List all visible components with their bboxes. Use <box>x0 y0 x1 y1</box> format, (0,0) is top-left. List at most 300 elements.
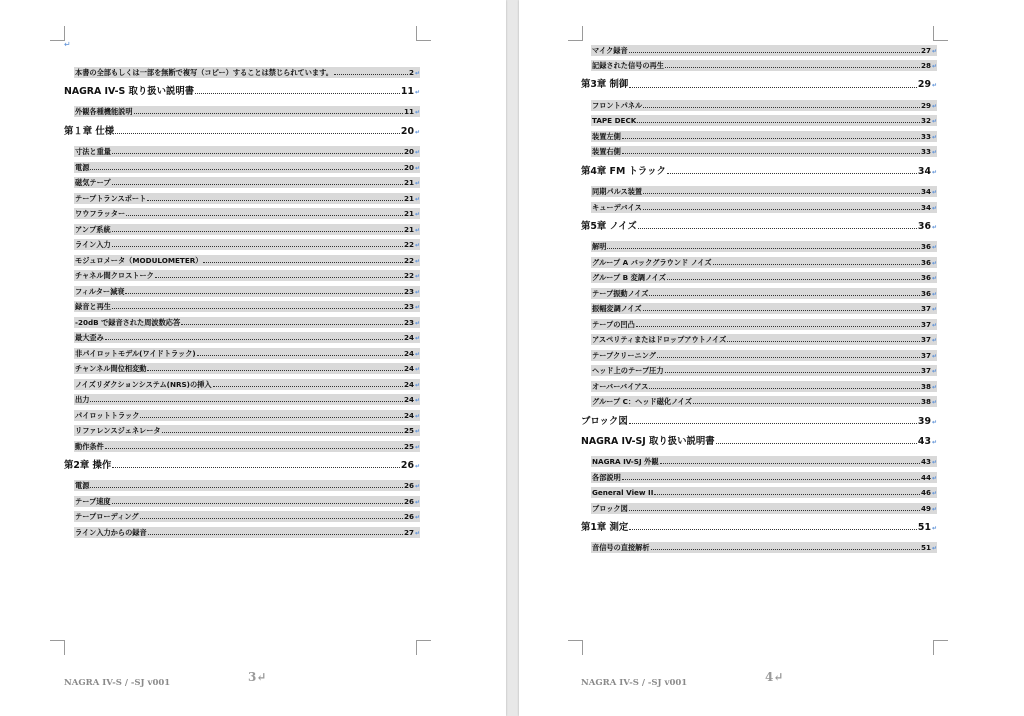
toc-entry-page-number: 24 <box>403 348 414 358</box>
crop-mark-top-right <box>416 26 431 41</box>
toc-entry-page-number: 37 <box>920 319 931 329</box>
toc-entry-page-number: 37 <box>920 335 931 345</box>
paragraph-mark: ↵ <box>931 118 937 126</box>
toc-dot-leader <box>147 370 403 371</box>
crop-mark-bottom-left <box>568 640 583 655</box>
toc-entry-page-number: 38 <box>920 397 931 407</box>
toc-entry[interactable] <box>74 239 420 250</box>
toc-entry-title: ワウフラッター <box>75 209 126 219</box>
toc-dot-leader <box>667 279 920 280</box>
toc-dot-leader <box>649 388 920 389</box>
toc-entry-title: 第4章 FM トラック <box>581 165 666 177</box>
toc-dot-leader <box>197 355 403 356</box>
toc-entry[interactable] <box>74 193 420 204</box>
toc-entry[interactable] <box>591 45 937 56</box>
toc-entry[interactable] <box>74 270 420 281</box>
toc-entry-page-number: 23 <box>403 317 414 327</box>
toc-entry[interactable] <box>74 67 420 78</box>
toc-dot-leader <box>643 310 920 311</box>
toc-entry-page-number: 36 <box>920 242 931 252</box>
toc-heading-entry[interactable] <box>581 162 937 182</box>
paragraph-mark: ↵ <box>931 438 937 446</box>
toc-dot-leader <box>112 153 403 154</box>
toc-entry[interactable] <box>591 456 937 467</box>
crop-mark-top-left <box>568 26 583 41</box>
paragraph-mark: ↵ <box>931 223 937 231</box>
toc-dot-leader <box>660 463 920 464</box>
toc-entry-page-number: 2 <box>408 67 414 77</box>
paragraph-mark: ↵ <box>931 133 937 141</box>
toc-entry[interactable] <box>74 162 420 173</box>
toc-entry-title: 非パイロットモデル(ワイドトラック) <box>75 348 196 358</box>
toc-entry[interactable] <box>591 365 937 376</box>
toc-entry-title: 磁気テープ <box>75 178 111 188</box>
paragraph-mark: ↵ <box>414 273 420 281</box>
paragraph-mark: ↵ <box>931 82 937 90</box>
toc-entry-title: グループ A バックグラウンド ノイズ <box>592 257 712 267</box>
footer-doc-title: NAGRA IV-S / -SJ v001 <box>64 678 171 688</box>
toc-dot-leader <box>622 479 920 480</box>
toc-entry-title: マイク録音 <box>592 45 628 55</box>
toc-entry[interactable] <box>591 186 937 197</box>
toc-entry-page-number: 24 <box>403 410 414 420</box>
paragraph-mark: ↵ <box>931 459 937 467</box>
toc-dot-leader <box>105 339 403 340</box>
toc-dot-leader <box>112 231 403 232</box>
toc-entry-title: フィルター減衰 <box>75 286 125 296</box>
toc-entry[interactable] <box>74 394 420 405</box>
toc-entry-title: ブロック図 <box>592 503 628 513</box>
toc-entry-page-number: 24 <box>403 364 414 374</box>
toc-entry-page-number: 27 <box>920 45 931 55</box>
toc-entry-page-number: 34 <box>917 165 931 177</box>
toc-entry-title: ブロック図 <box>581 415 628 427</box>
toc-entry-title: テープ振動ノイズ <box>592 288 649 298</box>
toc-entry[interactable] <box>591 542 937 553</box>
footer-page-number-wrap <box>248 666 266 685</box>
toc-heading-entry[interactable] <box>581 432 937 452</box>
toc-entry-page-number: 24 <box>403 379 414 389</box>
toc-entry-title: NAGRA IV-S 取り扱い説明書 <box>64 85 195 97</box>
toc-entry-page-number: 22 <box>403 255 414 265</box>
toc-entry-title: パイロットトラック <box>75 410 140 420</box>
toc-dot-leader <box>657 357 920 358</box>
toc-entry-page-number: 20 <box>400 125 414 137</box>
toc-entry-page-number: 26 <box>403 481 414 491</box>
toc-entry[interactable] <box>591 146 937 157</box>
paragraph-mark: ↵ <box>414 195 420 203</box>
toc-dot-leader <box>334 74 408 75</box>
paragraph-mark: ↵ <box>931 189 937 197</box>
toc-dot-leader <box>140 417 403 418</box>
footer-page-number-wrap <box>765 666 783 685</box>
paragraph-mark: ↵ <box>414 381 420 389</box>
toc-entry-title: オーバーバイアス <box>592 381 649 391</box>
paragraph-mark: ↵ <box>414 226 420 234</box>
paragraph-mark: ↵ <box>414 443 420 451</box>
paragraph-mark: ↵ <box>931 368 937 376</box>
toc-dot-leader <box>649 295 920 296</box>
document-page-4[interactable] <box>519 0 1024 716</box>
toc-entry-page-number: 27 <box>403 527 414 537</box>
toc-entry[interactable] <box>74 317 420 328</box>
paragraph-mark: ↵ <box>414 366 420 374</box>
toc-dot-leader <box>112 308 403 309</box>
paragraph-mark: ↵ <box>414 211 420 219</box>
toc-entry-page-number: 20 <box>403 162 414 172</box>
toc-dot-leader <box>181 324 403 325</box>
toc-entry[interactable] <box>591 241 937 252</box>
paragraph-mark: ↵ <box>931 244 937 252</box>
toc-entry-page-number: 33 <box>920 147 931 157</box>
toc-heading-entry[interactable] <box>64 456 420 476</box>
toc-entry-page-number: 11 <box>403 107 414 117</box>
paragraph-mark: ↵ <box>931 524 937 532</box>
toc-dot-leader <box>713 264 920 265</box>
toc-dot-leader <box>195 93 400 94</box>
crop-mark-bottom-right <box>933 640 948 655</box>
toc-entry-page-number: 37 <box>920 350 931 360</box>
toc-entry-title: ヘッド上のテープ圧力 <box>592 366 664 376</box>
toc-entry-title: 第１章 仕様 <box>64 125 115 137</box>
toc-entry-title: チャンネル間位相変動 <box>75 364 147 374</box>
toc-dot-leader <box>105 448 403 449</box>
paragraph-mark: ↵ <box>414 304 420 312</box>
toc-entry[interactable] <box>74 441 420 452</box>
toc-entry-page-number: 11 <box>400 85 414 97</box>
toc-entry-page-number: 39 <box>917 415 931 427</box>
toc-dot-leader <box>607 248 920 249</box>
toc-entry-page-number: 21 <box>403 193 414 203</box>
toc-entry-title: 振幅変調ノイズ <box>592 304 642 314</box>
paragraph-mark: ↵ <box>931 259 937 267</box>
toc-entry[interactable] <box>591 100 937 111</box>
paragraph-mark: ↵ <box>414 149 420 157</box>
toc-entry-title: フロントパネル <box>592 100 643 110</box>
toc-entry-title: TAPE DECK <box>592 116 637 126</box>
toc-entry-page-number: 37 <box>920 366 931 376</box>
toc-entry[interactable] <box>74 208 420 219</box>
paragraph-mark: ↵ <box>931 47 937 55</box>
toc-dot-leader <box>622 138 920 139</box>
toc-entry[interactable] <box>74 379 420 390</box>
toc-entry-title: 装置右側 <box>592 147 621 157</box>
paragraph-mark: ↵ <box>414 257 420 265</box>
crop-mark-top-left <box>50 26 65 41</box>
toc-entry-title: 記録された信号の再生 <box>592 61 664 70</box>
toc-dot-leader <box>90 487 403 488</box>
toc-entry-page-number: 22 <box>403 240 414 250</box>
toc-entry-page-number: 44 <box>920 472 931 482</box>
toc-entry-page-number: 22 <box>403 271 414 281</box>
paragraph-mark: ↵ <box>931 149 937 157</box>
toc-entry-page-number: 24 <box>403 333 414 343</box>
toc-entry-page-number: 51 <box>920 543 931 553</box>
paragraph-mark: ↵ <box>414 498 420 506</box>
page-footer <box>581 670 687 689</box>
toc-entry-page-number: 33 <box>920 131 931 141</box>
toc-entry[interactable] <box>74 224 420 235</box>
toc-entry-page-number: 38 <box>920 381 931 391</box>
toc-dot-leader <box>693 403 920 404</box>
paragraph-mark: ↵ <box>414 109 420 117</box>
toc-entry-page-number: 21 <box>403 178 414 188</box>
toc-entry[interactable] <box>74 301 420 312</box>
toc-entry[interactable] <box>74 496 420 507</box>
toc-entry[interactable] <box>591 350 937 361</box>
toc-entry-title: -20dB で録音された周波数応答 <box>75 317 181 327</box>
toc-entry[interactable] <box>591 288 937 299</box>
toc-entry[interactable] <box>591 319 937 330</box>
toc-entry-title: リファレンスジェネレータ <box>75 426 161 436</box>
toc-entry-page-number: 24 <box>403 395 414 405</box>
toc-dot-leader <box>643 107 920 108</box>
footer-page-number: 3↵ <box>248 670 267 684</box>
toc-entry-title: 電源 <box>75 481 90 491</box>
toc-dot-leader <box>667 173 917 174</box>
toc-dot-leader <box>115 133 400 134</box>
paragraph-mark: ↵ <box>931 545 937 553</box>
paragraph-mark: ↵ <box>931 63 937 70</box>
toc-entry-page-number: 36 <box>920 257 931 267</box>
toc-dot-leader <box>651 549 920 550</box>
toc-entry-title: 第3章 制御 <box>581 79 629 91</box>
table-of-contents <box>581 40 937 558</box>
paragraph-mark: ↵ <box>414 350 420 358</box>
toc-entry[interactable] <box>74 363 420 374</box>
toc-entry-title: 最大歪み <box>75 333 104 343</box>
toc-entry-page-number: 21 <box>403 224 414 234</box>
toc-heading-entry[interactable] <box>64 82 420 102</box>
toc-entry-page-number: 36 <box>920 288 931 298</box>
paragraph-mark: ↵ <box>414 180 420 188</box>
paragraph-mark: ↵ <box>931 290 937 298</box>
toc-dot-leader <box>629 52 920 53</box>
document-page-3[interactable] <box>0 0 506 716</box>
toc-entry[interactable] <box>591 257 937 268</box>
toc-dot-leader <box>716 443 917 444</box>
toc-dot-leader <box>637 122 920 123</box>
toc-dot-leader <box>213 386 403 387</box>
toc-entry-title: ライン入力からの録音 <box>75 527 147 537</box>
toc-entry-title: グループ B 変調ノイズ <box>592 273 666 283</box>
toc-entry[interactable] <box>74 286 420 297</box>
paragraph-mark: ↵ <box>414 128 420 136</box>
toc-entry[interactable] <box>591 131 937 142</box>
toc-entry[interactable] <box>74 177 420 188</box>
toc-dot-leader <box>203 262 403 263</box>
toc-entry-title: 録音と再生 <box>75 302 111 312</box>
page-footer <box>64 670 170 689</box>
paragraph-mark: ↵ <box>931 306 937 314</box>
toc-entry-title: 本書の全部もしくは一部を無断で複写（コピー）することは禁じられています。 <box>75 67 333 77</box>
toc-dot-leader <box>629 529 917 530</box>
toc-entry[interactable] <box>74 425 420 436</box>
toc-dot-leader <box>629 510 920 511</box>
toc-entry-title: 寸法と重量 <box>75 147 111 157</box>
paragraph-mark: ↵ <box>414 164 420 172</box>
toc-entry-title: 音信号の直接解析 <box>592 543 650 553</box>
toc-entry[interactable] <box>591 303 937 314</box>
paragraph-mark: ↵ <box>414 514 420 522</box>
toc-dot-leader <box>134 113 403 114</box>
toc-dot-leader <box>125 293 403 294</box>
toc-dot-leader <box>148 534 403 535</box>
toc-dot-leader <box>155 277 403 278</box>
paragraph-mark: ↵ <box>931 383 937 391</box>
toc-entry[interactable] <box>591 396 937 407</box>
toc-dot-leader <box>90 401 403 402</box>
toc-entry[interactable] <box>591 115 937 126</box>
toc-entry[interactable] <box>74 527 420 538</box>
paragraph-mark: ↵ <box>414 483 420 491</box>
toc-entry-page-number: 20 <box>403 147 414 157</box>
toc-entry-title: アスペリティまたはドロップアウトノイズ <box>592 335 727 345</box>
toc-dot-leader <box>629 423 917 424</box>
paragraph-mark: ↵ <box>931 321 937 329</box>
toc-entry-title: 各部説明 <box>592 472 621 482</box>
paragraph-mark: ↵ <box>931 474 937 482</box>
crop-mark-top-right <box>933 26 948 41</box>
toc-entry-title: モジュロメータ（MODULOMETER） <box>75 255 203 265</box>
toc-entry-title: 動作条件 <box>75 441 104 451</box>
toc-entry-title: 外観各種機能説明 <box>75 107 133 117</box>
paragraph-mark: ↵ <box>414 288 420 296</box>
toc-dot-leader <box>112 184 403 185</box>
toc-entry-page-number: 25 <box>403 426 414 436</box>
paragraph-mark: ↵ <box>414 335 420 343</box>
toc-dot-leader <box>643 193 920 194</box>
toc-heading-entry[interactable] <box>581 75 937 95</box>
toc-entry-title: 第5章 ノイズ <box>581 220 637 232</box>
toc-entry[interactable] <box>74 410 420 421</box>
crop-mark-bottom-right <box>416 640 431 655</box>
toc-entry-page-number: 32 <box>920 116 931 126</box>
toc-entry[interactable] <box>591 272 937 283</box>
toc-entry-page-number: 23 <box>403 286 414 296</box>
toc-entry[interactable] <box>591 60 937 71</box>
toc-entry-page-number: 36 <box>917 220 931 232</box>
toc-entry-title: 第1章 測定 <box>581 521 629 533</box>
toc-entry-title: General View II <box>592 488 654 498</box>
toc-dot-leader <box>629 87 917 88</box>
toc-entry-title: テープトランスポート <box>75 193 147 203</box>
toc-entry-title: 同期パルス装置 <box>592 187 643 197</box>
toc-entry[interactable] <box>74 511 420 522</box>
toc-entry-page-number: 43 <box>917 435 931 447</box>
toc-dot-leader <box>112 467 400 468</box>
toc-entry-title: NAGRA IV-SJ 外観 <box>592 457 659 467</box>
toc-entry-page-number: 25 <box>403 441 414 451</box>
toc-entry-title: NAGRA IV-SJ 取り扱い説明書 <box>581 435 715 447</box>
toc-entry-page-number: 43 <box>920 457 931 467</box>
toc-dot-leader <box>636 326 920 327</box>
toc-entry[interactable] <box>74 348 420 359</box>
footer-page-number: 4↵ <box>765 670 784 684</box>
toc-dot-leader <box>643 209 920 210</box>
paragraph-mark: ↵ <box>931 352 937 360</box>
toc-dot-leader <box>162 432 403 433</box>
paragraph-mark: ↵ <box>414 69 420 77</box>
toc-entry-title: 第2章 操作 <box>64 459 112 471</box>
toc-entry-title: チャネル間クロストーク <box>75 271 154 281</box>
toc-entry-page-number: 34 <box>920 202 931 212</box>
toc-dot-leader <box>638 228 917 229</box>
toc-entry-page-number: 26 <box>400 459 414 471</box>
paragraph-mark: ↵ <box>931 399 937 407</box>
toc-entry[interactable] <box>591 381 937 392</box>
toc-entry-page-number: 51 <box>917 521 931 533</box>
toc-entry-title: ライン入力 <box>75 240 111 250</box>
paragraph-mark: ↵ <box>931 337 937 345</box>
paragraph-mark: ↵ <box>414 412 420 420</box>
toc-dot-leader <box>126 215 403 216</box>
toc-entry[interactable] <box>74 106 420 117</box>
toc-entry-page-number: 28 <box>920 61 931 70</box>
toc-entry-title: グループ C：ヘッド磁化ノイズ <box>592 397 692 407</box>
paragraph-mark: ↵ <box>931 505 937 513</box>
toc-entry-title: 解明 <box>592 242 607 252</box>
toc-entry-title: キューデバイス <box>592 202 642 212</box>
toc-entry[interactable] <box>591 472 937 483</box>
toc-entry-page-number: 37 <box>920 304 931 314</box>
toc-dot-leader <box>665 372 920 373</box>
paragraph-mark: ↵ <box>414 88 420 96</box>
toc-heading-entry[interactable] <box>64 122 420 142</box>
toc-heading-entry[interactable] <box>581 412 937 432</box>
toc-entry-title: 装置左側 <box>592 131 621 141</box>
paragraph-mark: ↵ <box>931 168 937 176</box>
paragraph-mark: ↵ <box>931 102 937 110</box>
toc-entry[interactable] <box>74 332 420 343</box>
toc-entry-title: ノイズリダクションシステム(NRS)の挿入 <box>75 379 212 389</box>
toc-dot-leader <box>112 503 403 504</box>
toc-entry[interactable] <box>591 334 937 345</box>
toc-entry[interactable] <box>74 480 420 491</box>
toc-entry[interactable] <box>74 146 420 157</box>
paragraph-mark: ↵ <box>414 529 420 537</box>
paragraph-mark: ↵ <box>931 490 937 498</box>
toc-dot-leader <box>140 518 403 519</box>
toc-entry-title: テープの凹凸 <box>592 319 635 329</box>
paragraph-mark: ↵ <box>414 397 420 405</box>
paragraph-mark: ↵ <box>414 462 420 470</box>
toc-entry[interactable] <box>74 255 420 266</box>
paragraph-mark: ↵ <box>931 275 937 283</box>
footer-doc-title: NAGRA IV-S / -SJ v001 <box>581 678 688 688</box>
paragraph-mark: ↵ <box>931 204 937 212</box>
toc-entry-page-number: 21 <box>403 209 414 219</box>
toc-entry[interactable] <box>591 202 937 213</box>
paragraph-mark: ↵ <box>64 40 71 49</box>
toc-entry[interactable] <box>591 503 937 514</box>
toc-entry-title: テープ速度 <box>75 496 111 506</box>
toc-dot-leader <box>622 153 920 154</box>
toc-entry-page-number: 46 <box>920 488 931 498</box>
toc-entry-page-number: 49 <box>920 503 931 513</box>
toc-heading-entry[interactable] <box>581 217 937 237</box>
toc-entry-page-number: 23 <box>403 302 414 312</box>
toc-entry-title: アンプ系統 <box>75 224 111 234</box>
toc-entry-page-number: 29 <box>920 100 931 110</box>
toc-heading-entry[interactable] <box>581 518 937 538</box>
paragraph-mark: ↵ <box>414 242 420 250</box>
toc-dot-leader <box>112 246 403 247</box>
toc-dot-leader <box>727 341 920 342</box>
toc-entry[interactable] <box>591 487 937 498</box>
toc-entry-page-number: 26 <box>403 496 414 506</box>
toc-entry-page-number: 26 <box>403 512 414 522</box>
